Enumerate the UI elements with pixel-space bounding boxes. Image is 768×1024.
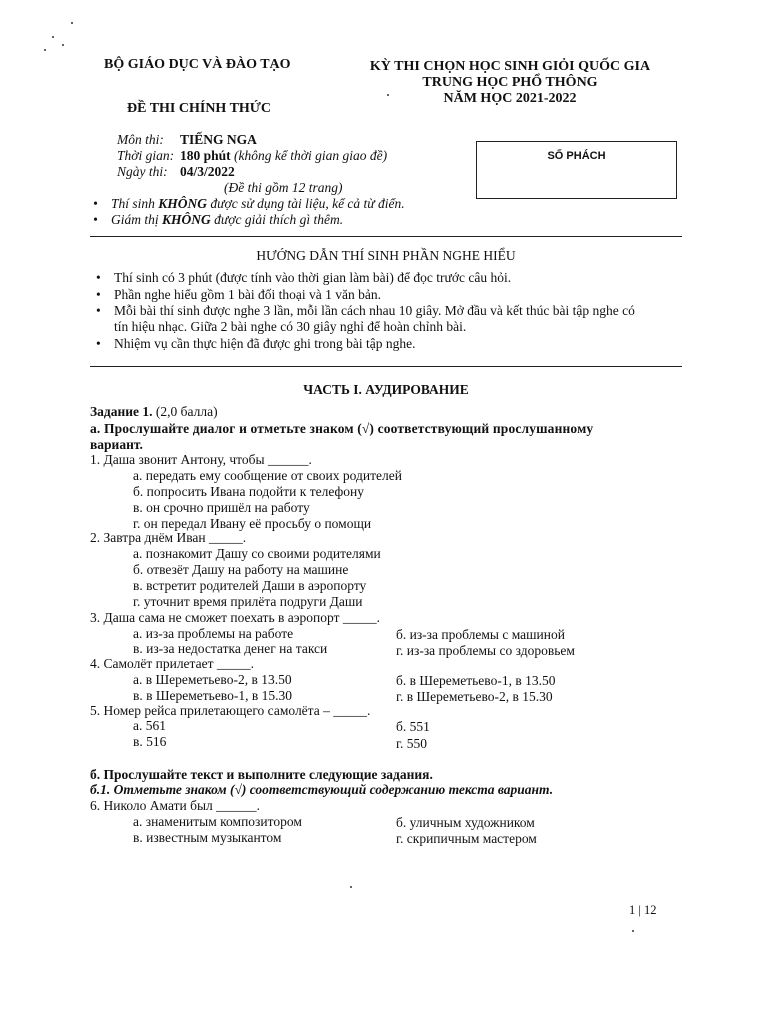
q1-option-b[interactable]: б. попросить Ивана подойти к телефону	[133, 484, 364, 499]
instructions-title: HƯỚNG DẪN THÍ SINH PHẦN NGHE HIỂU	[256, 248, 516, 263]
question-3-stem: 3. Даша сама не сможет поехать в аэропорт _____.	[90, 610, 380, 625]
question-6-stem: 6. Николо Амати был ______.	[90, 798, 261, 813]
scan-speck	[62, 44, 64, 46]
exam-title-line1: KỲ THI CHỌN HỌC SINH GIỎI QUỐC GIA	[369, 59, 651, 74]
date-value: 04/3/2022	[180, 164, 235, 179]
scan-speck	[632, 930, 634, 932]
scan-speck	[52, 36, 54, 38]
divider-bottom	[90, 366, 682, 367]
divider-top	[90, 236, 682, 237]
q6-option-a[interactable]: а. знаменитым композитором	[133, 814, 302, 829]
q6-option-b[interactable]: б. уличным художником	[396, 815, 535, 830]
q5-option-c[interactable]: в. 516	[133, 734, 167, 749]
pages-note: (Đề thi gồm 12 trang)	[224, 180, 343, 195]
q1-option-c[interactable]: в. он срочно пришёл на работу	[133, 500, 310, 515]
instruction-item: • Nhiệm vụ cần thực hiện đã được ghi trong bài tập nghe.	[114, 336, 415, 352]
q3-option-a[interactable]: а. из-за проблемы на работе	[133, 626, 294, 641]
exam-title-line3: NĂM HỌC 2021-2022	[443, 91, 577, 106]
q3-option-d[interactable]: г. из-за проблемы со здоровьем	[396, 643, 575, 658]
subject-value: TIẾNG NGA	[180, 132, 257, 147]
section-b-title: б. Прослушайте текст и выполните следующие задания.	[90, 767, 433, 782]
scan-speck	[350, 886, 352, 888]
q4-option-b[interactable]: б. в Шереметьево-1, в 13.50	[396, 673, 556, 688]
q2-option-c[interactable]: в. встретит родителей Даши в аэропорту	[133, 578, 367, 593]
so-phach-box	[476, 141, 677, 199]
q4-option-a[interactable]: а. в Шереметьево-2, в 13.50	[133, 672, 292, 687]
q4-option-c[interactable]: в. в Шереметьево-1, в 15.30	[133, 688, 292, 703]
question-5-stem: 5. Номер рейса прилетающего самолёта – _____.	[90, 703, 371, 718]
part-title: ЧАСТЬ I. АУДИРОВАНИЕ	[303, 382, 469, 397]
q2-option-a[interactable]: а. познакомит Дашу со своими родителями	[133, 546, 381, 561]
question-2-stem: 2. Завтра днём Иван _____.	[90, 530, 247, 545]
time-label: Thời gian:	[117, 148, 175, 163]
q4-option-d[interactable]: г. в Шереметьево-2, в 15.30	[396, 689, 553, 704]
scan-speck	[387, 94, 389, 96]
q1-option-d[interactable]: г. он передал Ивану её просьбу о помощи	[133, 516, 372, 531]
section-a-instruction: а. Прослушайте диалог и отметьте знаком (√) соответствующий прослушанному	[90, 421, 594, 436]
rule-no-materials: • Thí sinh KHÔNG được sử dụng tài liệu, kể cả từ điển.	[111, 196, 405, 212]
question-4-stem: 4. Самолёт прилетает _____.	[90, 656, 254, 671]
page-number: 1 | 12	[629, 903, 657, 917]
date-label: Ngày thi:	[117, 164, 168, 179]
instruction-item: • Mỗi bài thí sinh được nghe 3 lần, mỗi lần cách nhau 10 giây. Mở đầu và kết thúc bài tập nghe có	[114, 303, 635, 319]
scan-speck	[71, 22, 73, 24]
time-value-line	[180, 148, 387, 164]
official-exam-label: ĐỀ THI CHÍNH THỨC	[127, 101, 272, 116]
q3-option-c[interactable]: в. из-за недостатка денег на такси	[133, 641, 328, 656]
exam-title-line2: TRUNG HỌC PHỔ THÔNG	[422, 75, 598, 90]
so-phach-label: SỐ PHÁCH	[547, 150, 606, 162]
q6-option-c[interactable]: в. известным музыкантом	[133, 830, 282, 845]
q1-option-a[interactable]: а. передать ему сообщение от своих родителей	[133, 468, 402, 483]
q3-option-b[interactable]: б. из-за проблемы с машиной	[396, 627, 565, 642]
q5-option-d[interactable]: г. 550	[396, 736, 428, 751]
time-value: 180 phút	[180, 148, 231, 163]
scan-speck	[44, 49, 46, 51]
rule-no-explanation: • Giám thị KHÔNG được giải thích gì thêm.	[111, 212, 343, 228]
section-b1-instruction: б.1. Отметьте знаком (√) соответствующий содержанию текста вариант.	[90, 782, 554, 797]
q5-option-b[interactable]: б. 551	[396, 719, 430, 734]
q2-option-d[interactable]: г. уточнит время прилёта подруги Даши	[133, 594, 363, 609]
instruction-item: • Thí sinh có 3 phút (được tính vào thời gian làm bài) để đọc trước câu hỏi.	[114, 270, 511, 286]
subject-label: Môn thi:	[117, 132, 164, 147]
q5-option-a[interactable]: а. 561	[133, 718, 166, 733]
instruction-item: • Phần nghe hiểu gồm 1 bài đối thoại và 1 văn bản.	[114, 287, 381, 303]
ministry-name: BỘ GIÁO DỤC VÀ ĐÀO TẠO	[104, 57, 291, 72]
question-1-stem: 1. Даша звонит Антону, чтобы ______.	[90, 452, 312, 467]
instruction-item-cont: tín hiệu nhạc. Giữa 2 bài nghe có 30 giây nghỉ để hoàn chỉnh bài.	[114, 319, 467, 334]
task-heading: Задание 1. (2,0 балла)	[90, 404, 218, 419]
q6-option-d[interactable]: г. скрипичным мастером	[396, 831, 537, 846]
time-note: (không kể thời gian giao đề)	[234, 148, 388, 163]
q2-option-b[interactable]: б. отвезёт Дашу на работу на машине	[133, 562, 349, 577]
section-a-instruction-cont: вариант.	[90, 437, 143, 452]
